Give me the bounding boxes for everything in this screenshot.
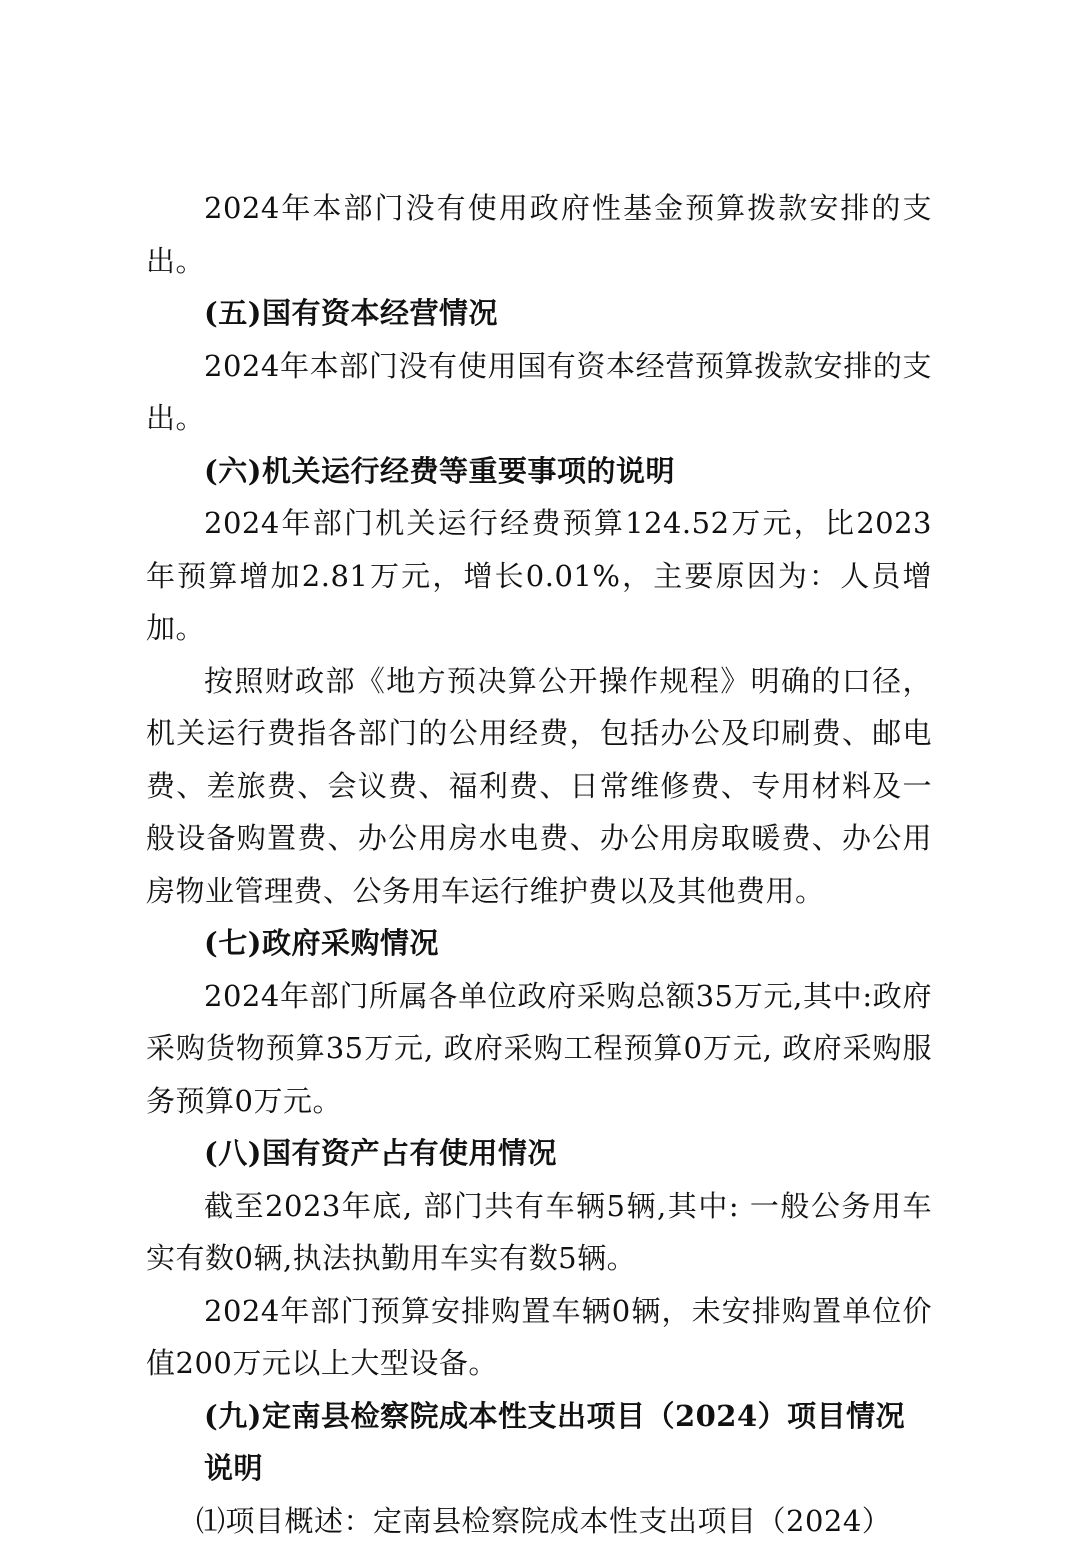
gov-fund-paragraph: 2024年本部门没有使用政府性基金预算拨款安排的支出。 [146, 182, 932, 287]
state-assets-paragraph-1: 截至2023年底, 部门共有车辆5辆,其中: 一般公务用车实有数0辆,执法执勤用车实有数5辆。 [146, 1180, 932, 1285]
document-body [146, 182, 932, 1547]
state-assets-heading: (八)国有资产占有使用情况 [146, 1127, 932, 1180]
operating-expenses-paragraph-1: 2024年部门机关运行经费预算124.52万元，比2023年预算增加2.81万元，增长0.01%，主要原因为：人员增加。 [146, 497, 932, 655]
procurement-heading: (七)政府采购情况 [146, 917, 932, 970]
state-capital-heading: (五)国有资本经营情况 [146, 287, 932, 340]
state-assets-paragraph-2: 2024年部门预算安排购置车辆0辆，未安排购置单位价值200万元以上大型设备。 [146, 1285, 932, 1390]
operating-expenses-paragraph-2: 按照财政部《地方预决算公开操作规程》明确的口径，机关运行费指各部门的公用经费，包括办公及印刷费、邮电费、差旅费、会议费、福利费、日常维修费、专用材料及一般设备购置费、办公用房水电费、办公用房取暖费、办公用房物业管理费、公务用车运行维护费以及其他费用。 [146, 655, 932, 918]
procurement-paragraph: 2024年部门所属各单位政府采购总额35万元,其中:政府采购货物预算35万元, 政府采购工程预算0万元, 政府采购服务预算0万元。 [146, 970, 932, 1128]
project-heading: (九)定南县检察院成本性支出项目（2024）项目情况说明 [146, 1390, 932, 1495]
project-overview-item: ⑴项目概述：定南县检察院成本性支出项目（2024） [146, 1495, 932, 1547]
state-capital-paragraph: 2024年本部门没有使用国有资本经营预算拨款安排的支出。 [146, 340, 932, 445]
operating-expenses-heading: (六)机关运行经费等重要事项的说明 [146, 445, 932, 498]
